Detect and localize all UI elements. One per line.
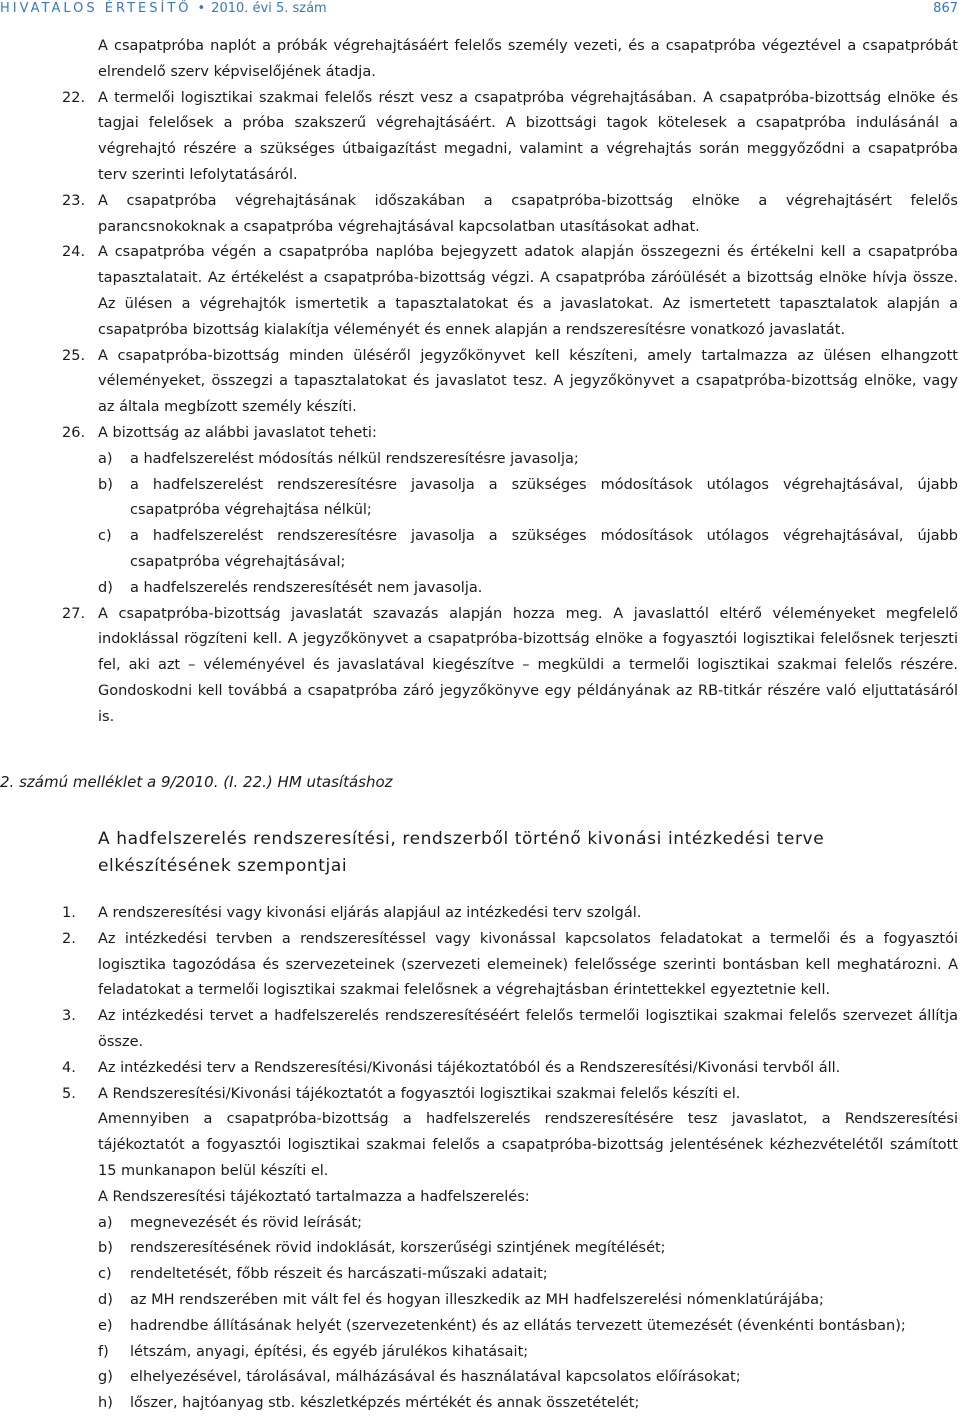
item-number: 26. [62,424,86,441]
bullet-separator: • [197,1,206,16]
running-header [0,1,327,16]
item-number: 5. [62,1085,76,1102]
list-item-26 [0,421,958,447]
item-number: 1. [62,905,76,921]
item-text: A csapatpróba-bizottság javaslatát szavazás alapján hozza meg. A javaslattól eltérő véleményeket megfelelő indoklással rögzíteni kell. A jegyzőkönyvet a csapatpróba-bizottság elnöke a fogyasztói logisztikai felelősnek terjeszti fel, aki azt – véleményével és javaslatával kiegészítve – megküldi a termelői logisztikai szakmai felelős részére. Gondoskodni kell továbbá a csapatpróba záró jegyzőkönyve egy példányának az RB-titkár részére való eljuttatásáról is. [98,605,958,725]
subitem-text: rendszeresítésének rövid indoklását, korszerűségi szintjének megítélését; [130,1240,666,1257]
annex-heading: 2. számú melléklet a 9/2010. (I. 22.) HM utasításhoz [0,773,393,791]
item-text: A Rendszeresítési/Kivonási tájékoztatót a fogyasztói logisztikai szakmai felelős készíti el. [98,1085,741,1102]
item-number: 2. [62,930,76,947]
list-item-4 [0,1056,958,1082]
item-text: A csapatpróba-bizottság minden üléséről jegyzőkönyvet kell készíteni, amely tartalmazza az ülésen elhangzott véleményeket, összegzi a tapasztalatokat és javaslatot tesz. A jegyzőkönyvet a csapatpróba-bizottság elnöke, vagy az általa megbízott személy készíti. [98,347,958,416]
subitem-text: a hadfelszerelés rendszeresítését nem javasolja. [130,579,483,596]
issue-label: 2010. évi 5. szám [211,1,327,16]
list-item-1 [0,901,958,927]
subitem-text: rendeltetését, főbb részeit és harcászati-műszaki adatait; [130,1266,548,1283]
item-text: A csapatpróba végén a csapatpróba naplóba bejegyzett adatok alapján összegezni és értékelni kell a csapatpróba tapasztalatait. Az értékelést a csapatpróba-bizottság végzi. A csapatpróba záróülését a bizottság elnöke hívja össze. Az ülésen a végrehajtók ismertetik a tapasztalatokat és a javaslatokat. Az ismertetett tapasztalatok alapján a csapatpróba bizottság kialakítja véleményét és ennek alapján a rendszeresítésre vonatkozó javaslatát. [98,244,958,338]
item-number: 24. [62,244,86,261]
subitem-label: d) [98,579,113,596]
subitem-text: a hadfelszerelést módosítás nélkül rendszeresítésre javasolja; [130,450,579,467]
journal-title: HIVATALOS ÉRTESÍTŐ [0,1,192,16]
annex-title: A hadfelszerelés rendszeresítési, rendszerből történő kivonási intézkedési terve elkészítésének szempontjai [98,829,825,876]
subitem-text: létszám, anyagi, építési, és egyéb járulékos kihatásait; [130,1343,529,1360]
subitem-g [0,1365,958,1391]
subitem-label: d) [98,1291,113,1308]
item-number: 3. [62,1008,76,1025]
subitem-text: a hadfelszerelést rendszeresítésre javasolja a szükséges módosítások utólagos végrehajtásával, újabb csapatpróba végrehajtásával; [130,528,958,570]
subitem-text: hadrendbe állításának helyét (szervezetenként) és az ellátás tervezett ütemezését (évenkénti bontásban); [130,1317,906,1334]
subitem-b [0,1236,958,1262]
subitem-label: c) [98,1266,112,1283]
subitem-text: megnevezését és rövid leírását; [130,1214,363,1231]
item-number: 23. [62,192,86,209]
section-csapatproba [0,34,958,731]
subitem-h [0,1391,958,1417]
item-text: A csapatpróba végrehajtásának időszakában a csapatpróba-bizottság elnöke a végrehajtásért felelős parancsnokoknak a csapatpróba végrehajtásával kapcsolatban utasításokat adhat. [98,192,958,235]
list-item-23 [0,189,958,241]
subitem-d [0,1288,958,1314]
subitem-text: a hadfelszerelést rendszeresítésre javasolja a szükséges módosítások utólagos végrehajtásával, újabb csapatpróba végrehajtása nélkül; [130,476,958,519]
subitem-label: a) [98,1214,113,1231]
list-item-22 [0,86,958,189]
item-number: 4. [62,1059,76,1076]
page-number: 867 [933,1,958,16]
item-number: 27. [62,605,86,622]
intro-paragraph: A csapatpróba naplót a próbák végrehajtásáért felelős személy vezeti, és a csapatpróba végeztével a csapatpróbát elrendelő szerv képviselőjének átadja. [98,38,958,80]
subitem-label: c) [98,528,112,545]
list-item-25 [0,344,958,421]
paragraph-tajekoztato: Amennyiben a csapatpróba-bizottság a hadfelszerelés rendszeresítésére tesz javaslatot, a Rendszeresítési tájékoztatót a fogyasztói logisztikai szakmai felelős a csapatpróba-bizottság jelentésének kézhezvételétől számított 15 munkanapon belül készíti el. [98,1111,958,1179]
paragraph-tartalom: A Rendszeresítési tájékoztató tartalmazza a hadfelszerelés: [98,1188,530,1205]
item-text: A rendszeresítési vagy kivonási eljárás alapjául az intézkedési terv szolgál. [98,905,642,921]
subitem-c [0,524,958,576]
list-item-27 [0,602,958,731]
item-text: Az intézkedési tervben a rendszeresítéssel vagy kivonással kapcsolatos feladatokat a termelői és a fogyasztói logisztika tagozódása és szervezeteinek (szervezeti elemeinek) felelőssége szerinti bontásban kell meghatározni. A feladatokat a termelői logisztikai szakmai felelősnek a végrehajtásban érintettekkel egyeztetnie kell. [98,930,958,999]
subitem-label: f) [98,1343,109,1360]
item-text: Az intézkedési terv a Rendszeresítési/Kivonási tájékoztatóból és a Rendszeresítési/Kivonási tervből áll. [98,1059,841,1076]
subitem-text: az MH rendszerében mit vált fel és hogyan illeszkedik az MH hadfelszerelési nómenklatúrájába; [130,1291,824,1308]
subitem-a [0,1211,958,1237]
list-item-5 [0,1082,958,1108]
item-number: 25. [62,347,86,364]
subitem-label: g) [98,1369,113,1386]
list-item-24 [0,240,958,343]
subitem-label: a) [98,450,113,467]
subitem-label: h) [98,1395,113,1412]
subitem-label: b) [98,476,113,493]
section-intezkedesi-terv [0,901,958,1417]
item-number: 22. [62,89,86,106]
subitem-label: b) [98,1240,113,1257]
subitem-label: e) [98,1317,113,1334]
subitem-e [0,1314,958,1340]
subitem-text: elhelyezésével, tárolásával, málházásával és használatával kapcsolatos előírásokat; [130,1369,741,1386]
subitem-a [0,447,958,473]
subitem-b [0,473,958,525]
subitem-text: lőszer, hajtóanyag stb. készletképzés mértékét és annak összetételét; [130,1395,640,1412]
list-item-3 [0,1004,958,1056]
subitem-f [0,1340,958,1366]
page-header [0,0,960,20]
subitem-c [0,1262,958,1288]
subitem-d [0,576,958,602]
item-text: A termelői logisztikai szakmai felelős részt vesz a csapatpróba végrehajtásában. A csapatpróba-bizottság elnöke és tagjai felelősek a próba szakszerű végrehajtásáért. A bizottsági tagok kötelesek a csapatpróba indulásánál a végrehajtó részére a szükséges útbaigazítást megadni, valamint a végrehajtás során meggyőződni a csapatpróba terv szerinti lefolytatásáról. [98,89,958,183]
list-item-2 [0,927,958,1004]
item-text: Az intézkedési tervet a hadfelszerelés rendszeresítéséért felelős termelői logisztikai szakmai felelős szervezet állítja össze. [98,1008,958,1050]
item-text: A bizottság az alábbi javaslatot teheti: [98,424,377,441]
